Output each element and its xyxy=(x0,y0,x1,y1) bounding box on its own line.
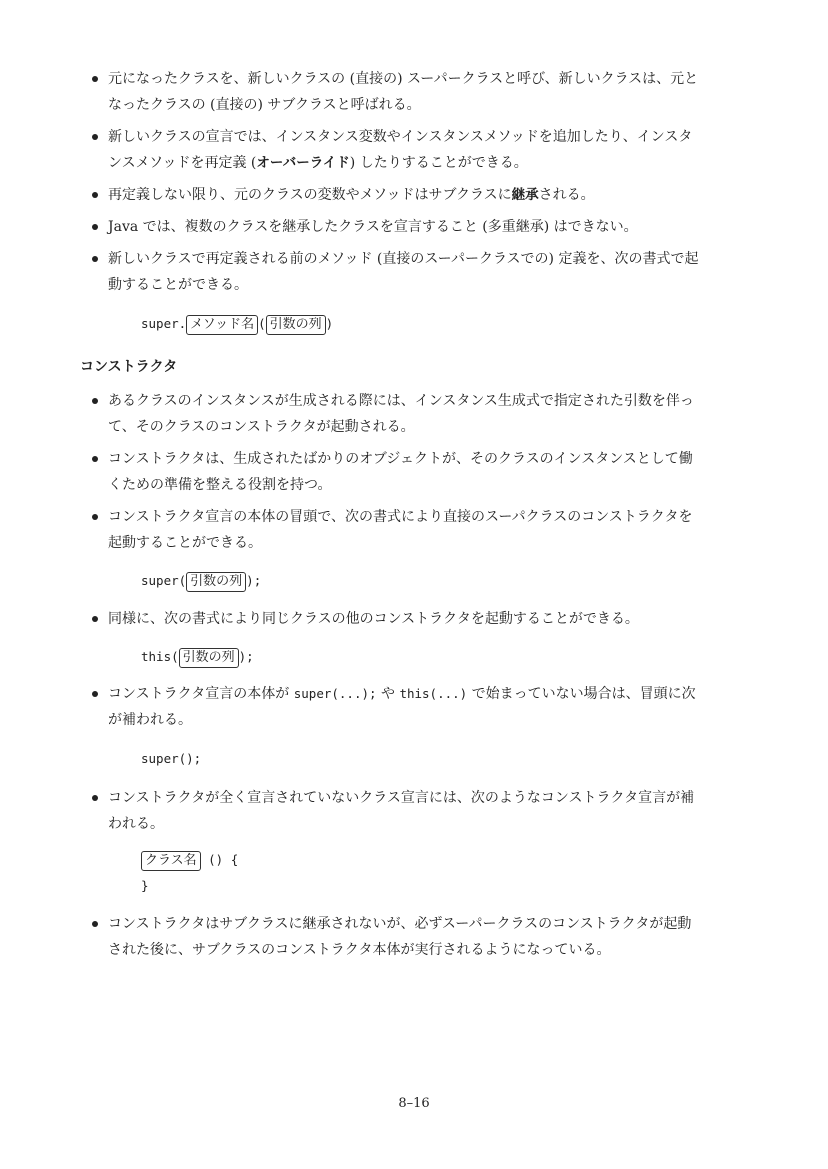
bullet-dot xyxy=(92,256,98,262)
bullet-dot xyxy=(92,134,98,140)
bullet-super-method-call: 新しいクラスで再定義される前のメソッド (直接のスーパークラスでの) 定義を、次の書式で起 動することができる。 xyxy=(108,246,712,298)
term-multiple-inheritance: 多重継承 xyxy=(487,219,544,235)
placeholder-arguments: 引数の列 xyxy=(266,315,326,335)
bullet-dot xyxy=(92,921,98,927)
bullet-dot xyxy=(92,616,98,622)
code-this-call: this( 引数の列 ); xyxy=(141,646,254,668)
placeholder-method-name: メソッド名 xyxy=(186,315,258,335)
bullet-implicit-super: コンストラクタ宣言の本体が super(...); や this(...) で始まっていない場合は、冒頭に次 が補われる。 xyxy=(108,681,712,733)
term-inheritance: 継承 xyxy=(511,187,539,203)
placeholder-class-name: クラス名 xyxy=(141,851,201,871)
bullet-dot xyxy=(92,514,98,520)
bullet-this-constructor: 同様に、次の書式により同じクラスの他のコンストラクタを起動することができる。 xyxy=(108,606,712,632)
code-super-call: super( 引数の列 ); xyxy=(141,570,261,592)
bullet-constructor-invoked: あるクラスのインスタンスが生成される際には、インスタンス生成式で指定された引数を伴っ て、そのクラスのコンストラクタが起動される。 xyxy=(108,388,712,440)
code-default-constructor-close: } xyxy=(141,878,149,893)
bullet-dot xyxy=(92,691,98,697)
code-implicit-super: super(); xyxy=(141,751,202,766)
term-override: オーバーライド xyxy=(256,155,350,171)
bullet-super-constructor: コンストラクタ宣言の本体の冒頭で、次の書式により直接のスーパクラスのコンストラクタを 起動することができる。 xyxy=(108,504,712,556)
bullet-dot xyxy=(92,795,98,801)
bullet-dot xyxy=(92,76,98,82)
bullet-superclass-definition: 元になったクラスを、新しいクラスの (直接の) スーパークラスと呼び、新しいクラスは、元と なったクラスの (直接の) サブクラスと呼ばれる。 xyxy=(108,66,712,118)
bullet-dot xyxy=(92,224,98,230)
bullet-override: 新しいクラスの宣言では、インスタンス変数やインスタンスメソッドを追加したり、インスタ ンスメソッドを再定義 (オーバーライド) したりすることができる。 xyxy=(108,124,712,176)
bullet-dot xyxy=(92,456,98,462)
section-heading-constructor: コンストラクタ xyxy=(80,359,178,375)
placeholder-arguments: 引数の列 xyxy=(179,648,239,668)
placeholder-arguments: 引数の列 xyxy=(186,572,246,592)
bullet-constructor-role: コンストラクタは、生成されたばかりのオブジェクトが、そのクラスのインスタンスとして働 くための準備を整える役割を持つ。 xyxy=(108,446,712,498)
code-default-constructor: クラス名 () { xyxy=(141,849,238,871)
bullet-multiple-inheritance: Java では、複数のクラスを継承したクラスを宣言すること (多重継承) はできない。 xyxy=(108,214,712,240)
bullet-dot xyxy=(92,192,98,198)
code-super-method: super. メソッド名 ( 引数の列 ) xyxy=(141,313,333,335)
page-number: 8–16 xyxy=(398,1096,430,1111)
bullet-default-constructor: コンストラクタが全く宣言されていないクラス宣言には、次のようなコンストラクタ宣言が補 われる。 xyxy=(108,785,712,837)
bullet-constructor-not-inherited: コンストラクタはサブクラスに継承されないが、必ずスーパークラスのコンストラクタが起動 された後に、サブクラスのコンストラクタ本体が実行されるようになっている。 xyxy=(108,911,712,963)
bullet-dot xyxy=(92,398,98,404)
bullet-inheritance: 再定義しない限り、元のクラスの変数やメソッドはサブクラスに継承される。 xyxy=(108,182,712,208)
